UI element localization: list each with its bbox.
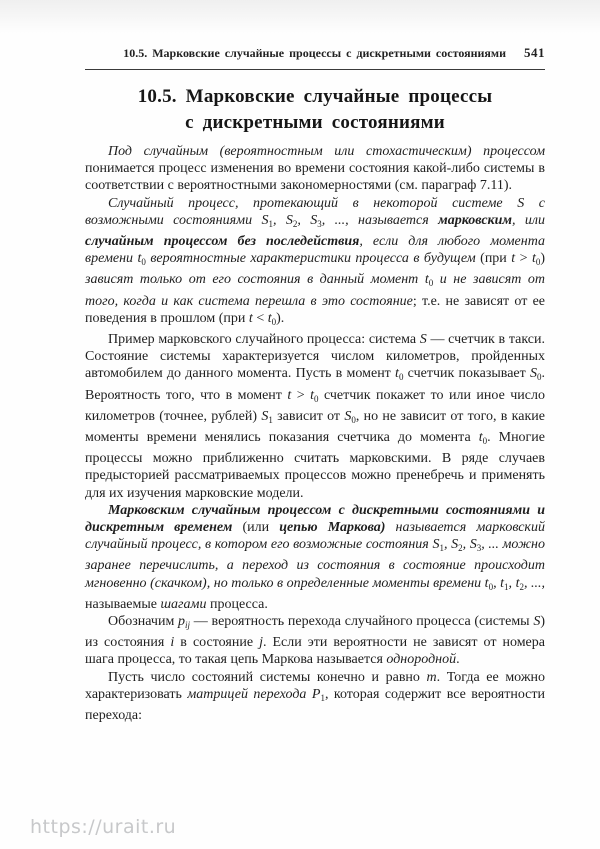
text-run: . — [456, 652, 460, 668]
section-title — [85, 84, 545, 136]
text-run: , S — [272, 212, 293, 228]
text-run: . Если эти вероятности не зависят от номера шага процесса, то такая цепь Маркова называется — [85, 635, 545, 668]
text-run: 1 — [268, 218, 273, 229]
text-run: счетчик покажет то или иное число километров (точнее, рублей) — [85, 387, 545, 424]
text-run: ). — [276, 310, 285, 326]
running-head — [85, 45, 545, 61]
text-run: шагами — [160, 596, 207, 612]
text-run: , которая содержит все вероятности перехода: — [85, 686, 545, 724]
section-title-line-2: с дискретными состояниями — [185, 112, 445, 133]
text-run: зависит от — [272, 408, 345, 424]
text-run: случайным процессом без последействия — [85, 234, 360, 250]
text-run: 1 — [439, 543, 444, 554]
text-run: S — [533, 614, 541, 630]
text-run: , ..., называется — [321, 212, 439, 228]
text-run: 2 — [292, 218, 298, 229]
text-run: , t — [493, 575, 505, 591]
text-run: , если для любого момента времени t — [85, 234, 545, 267]
text-run: 3 — [476, 543, 482, 554]
text-run: 0 — [488, 581, 494, 592]
running-head-text: 10.5. Марковские случайные процессы с дискретными состояниями — [123, 46, 506, 60]
text-run: и не зависят от того, когда и как система перешла в это состояние — [85, 272, 546, 309]
text-run: Пример марковского случайного процесса: система — [108, 332, 420, 348]
text-run: , S — [297, 212, 318, 228]
text-run: Марковским случайным процессом с дискретными состояниями и дискретным временем — [85, 502, 545, 536]
paragraph — [85, 669, 545, 725]
text-run: S — [530, 366, 537, 382]
text-run: . Тогда ее можно характеризовать — [85, 669, 546, 702]
text-run: понимается процесс изменения во времени состояния какой-либо системы в соответствии с вероятностными закономерностями (см. параграф 7.11). — [85, 161, 545, 194]
text-run: в состояние — [174, 635, 260, 651]
text-run: 0 — [351, 414, 356, 425]
text-run: 0 — [398, 372, 404, 383]
text-run: — счетчик в такси. Состояние системы характеризуется числом километров, пройденных автомобилем до данного момента. Пусть в момент — [85, 332, 545, 382]
text-run: p — [178, 614, 186, 630]
section-title-line-1: 10.5. Марковские случайные процессы — [137, 86, 493, 107]
text-run: , или — [512, 212, 546, 228]
paragraph — [85, 613, 545, 669]
text-run: , но не зависит от того, в какие моменты времени менялись показания счетчика до момента — [85, 408, 545, 446]
text-run: , t — [508, 575, 520, 591]
text-run: (при — [480, 251, 512, 267]
text-run: ; т.е. не зависят от ее поведения в прошлом (при — [85, 293, 545, 326]
header-divider — [85, 69, 545, 70]
body-text — [85, 143, 545, 724]
text-run: t — [511, 251, 516, 267]
page-content — [85, 45, 545, 724]
text-run: i — [170, 635, 175, 651]
text-run: t — [287, 387, 292, 403]
text-run: счетчик показывает — [403, 366, 530, 382]
text-run: . Многие процессы можно приближенно считать марковскими. В ряде случаев предысторией рассматриваемых процессов можно пренебречь и применять для их изучения марковские модели. — [85, 430, 546, 501]
text-run: 0 — [535, 257, 541, 268]
text-run: 2 — [458, 543, 463, 554]
text-run: 0 — [313, 393, 319, 404]
text-run: t — [267, 310, 272, 326]
text-run: > — [515, 251, 532, 267]
paragraph — [85, 331, 545, 502]
text-run: марковским — [438, 212, 513, 228]
text-run: 0 — [271, 316, 277, 327]
text-run: Пусть число состояний системы конечно и равно — [108, 669, 427, 685]
text-run: — вероятность перехода случайного процесса (системы — [190, 614, 534, 630]
page-number: 541 — [524, 45, 545, 60]
text-run: 3 — [317, 218, 322, 229]
text-run: . Вероятность того, что в момент — [85, 366, 545, 403]
text-run: > — [291, 387, 311, 403]
text-run: m — [426, 669, 437, 685]
text-run: 0 — [482, 436, 488, 447]
text-run: матрицей перехода — [187, 686, 312, 702]
text-run: 1 — [504, 581, 509, 592]
text-run: , S — [443, 537, 459, 553]
text-run: j — [259, 635, 263, 651]
text-run: t — [478, 430, 483, 446]
text-run: , ..., — [523, 575, 545, 591]
text-run: Обозначим — [108, 614, 179, 630]
text-run: вероятностные характеристики процесса в будущем — [145, 251, 481, 267]
text-run: S — [261, 408, 269, 424]
text-run: , ... можно заранее перечислить, а переход из состояния в состояние происходит мгновенно (скачком), но только в определенные моменты времени t — [85, 537, 546, 591]
paragraph — [85, 143, 545, 195]
text-run: 1 — [320, 692, 325, 703]
text-run: t — [531, 251, 536, 267]
text-run: называется марковский случайный процесс, в котором его возможные состояния S — [85, 520, 545, 553]
paragraph — [85, 195, 545, 331]
text-run: зависят только от его состояния в данный момент t — [85, 272, 429, 288]
text-run: процесса. — [206, 596, 268, 612]
text-run: Случайный процесс, протекающий в некоторой системе S с возможными состояниями S — [85, 195, 545, 228]
paragraph — [85, 502, 545, 613]
text-run: t — [395, 366, 399, 382]
text-run: цепью Маркова) — [279, 520, 386, 536]
watermark-url: https://urait.ru — [30, 816, 177, 838]
text-run: (или — [242, 520, 280, 536]
text-run: t — [248, 310, 253, 326]
text-run: Под случайным (вероятностным или стохастическим) процессом — [108, 144, 545, 159]
text-run: 0 — [428, 278, 434, 289]
text-run: t — [310, 387, 314, 403]
text-run: < — [252, 310, 268, 326]
text-run: 1 — [268, 414, 273, 425]
text-run: однородной — [386, 652, 457, 668]
text-run: P — [311, 686, 321, 702]
text-run: ) — [540, 251, 545, 267]
text-run: 0 — [537, 372, 542, 383]
text-run: ) из состояния — [85, 614, 545, 651]
text-run: S — [419, 332, 427, 348]
text-run: 2 — [519, 581, 524, 592]
text-run: S — [344, 408, 352, 424]
text-run: , S — [462, 537, 477, 553]
text-run: называемые — [85, 596, 161, 612]
text-run: ij — [185, 620, 191, 631]
text-run: 0 — [141, 257, 146, 268]
